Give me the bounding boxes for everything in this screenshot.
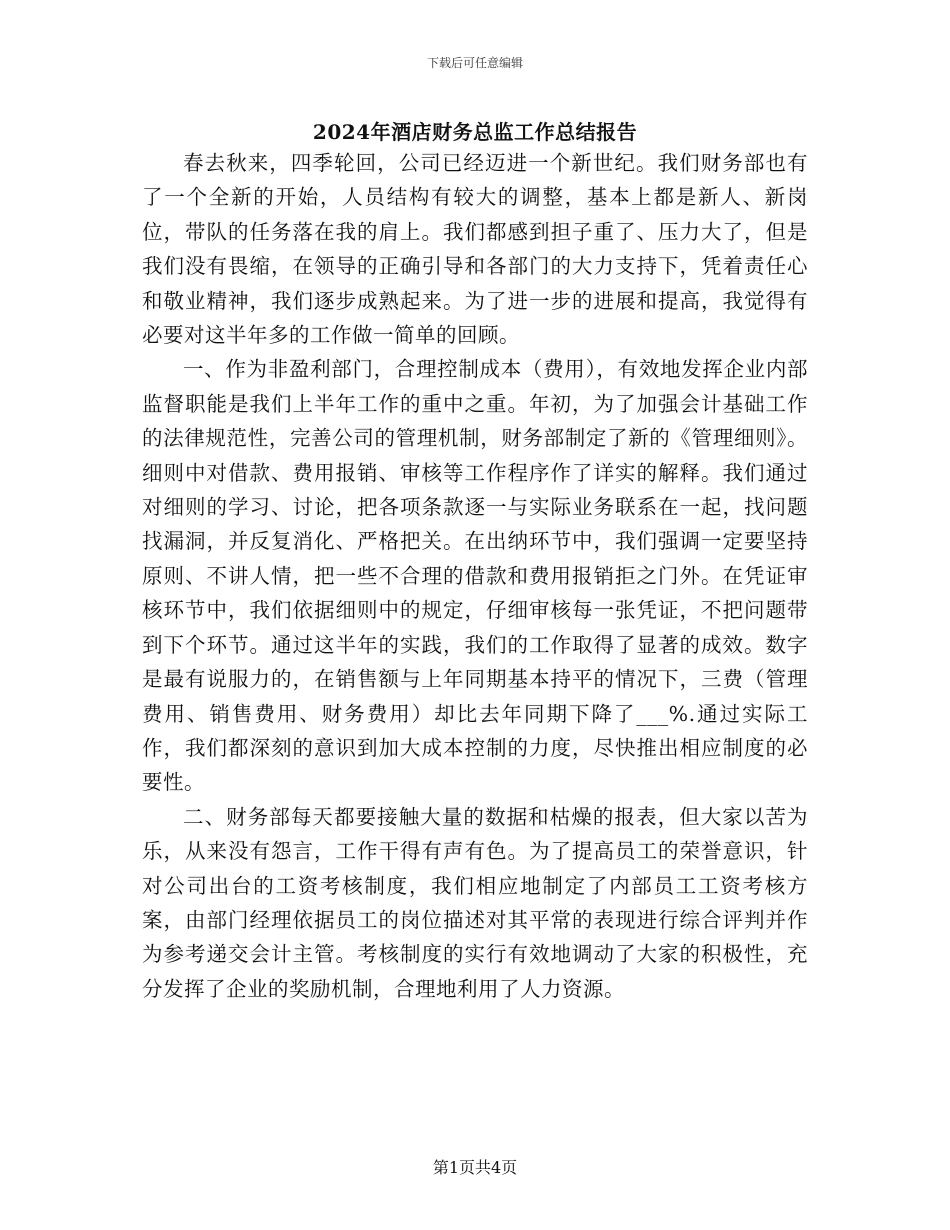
document-title: 2024年酒店财务总监工作总结报告 [312, 120, 638, 144]
paragraph-intro: 春去秋来，四季轮回，公司已经迈进一个新世纪。我们财务部也有了一个全新的开始，人员结构有较大的调整，基本上都是新人、新岗位，带队的任务落在我的肩上。我们都感到担子重了、压力大了，但是我们没有畏缩，在领导的正确引导和各部门的大力支持下，凭着责任心和敬业精神，我们逐步成熟起来。为了进一步的进展和提高，我觉得有必要对这半年多的工作做一简单的回顾。 [142, 151, 808, 348]
header-note: 下载后可任意编辑 [426, 56, 523, 70]
document-body [142, 146, 808, 1006]
paragraph-staff-assessment: 二、财务部每天都要接触大量的数据和枯燥的报表，但大家以苦为乐，从来没有怨言，工作干得有声有色。为了提高员工的荣誉意识，针对公司出台的工资考核制度，我们相应地制定了内部员工工资考核方案，由部门经理依据员工的岗位描述对其平常的表现进行综合评判并作为参考递交会计主管。考核制度的实行有效地调动了大家的积极性，充分发挥了企业的奖励机制，合理地利用了人力资源。 [142, 804, 808, 1001]
page-number: 第1页共4页 [432, 1158, 518, 1177]
paragraph-cost-control: 一、作为非盈利部门，合理控制成本（费用），有效地发挥企业内部监督职能是我们上半年工作的重中之重。年初，为了加强会计基础工作的法律规范性，完善公司的管理机制，财务部制定了新的《管理细则》。细则中对借款、费用报销、审核等工作程序作了详实的解释。我们通过对细则的学习、讨论，把各项条款逐一与实际业务联系在一起，找问题找漏洞，并反复消化、严格把关。在出纳环节中，我们强调一定要坚持原则、不讲人情，把一些不合理的借款和费用报销拒之门外。在凭证审核环节中，我们依据细则中的规定，仔细审核每一张凭证，不把问题带到下个环节。通过这半年的实践，我们的工作取得了显著的成效。数字是最有说服力的，在销售额与上年同期基本持平的情况下，三费（管理费用、销售费用、财务费用）却比去年同期下降了___%.通过实际工作，我们都深刻的意识到加大成本控制的力度，尽快推出相应制度的必要性。 [142, 357, 808, 795]
